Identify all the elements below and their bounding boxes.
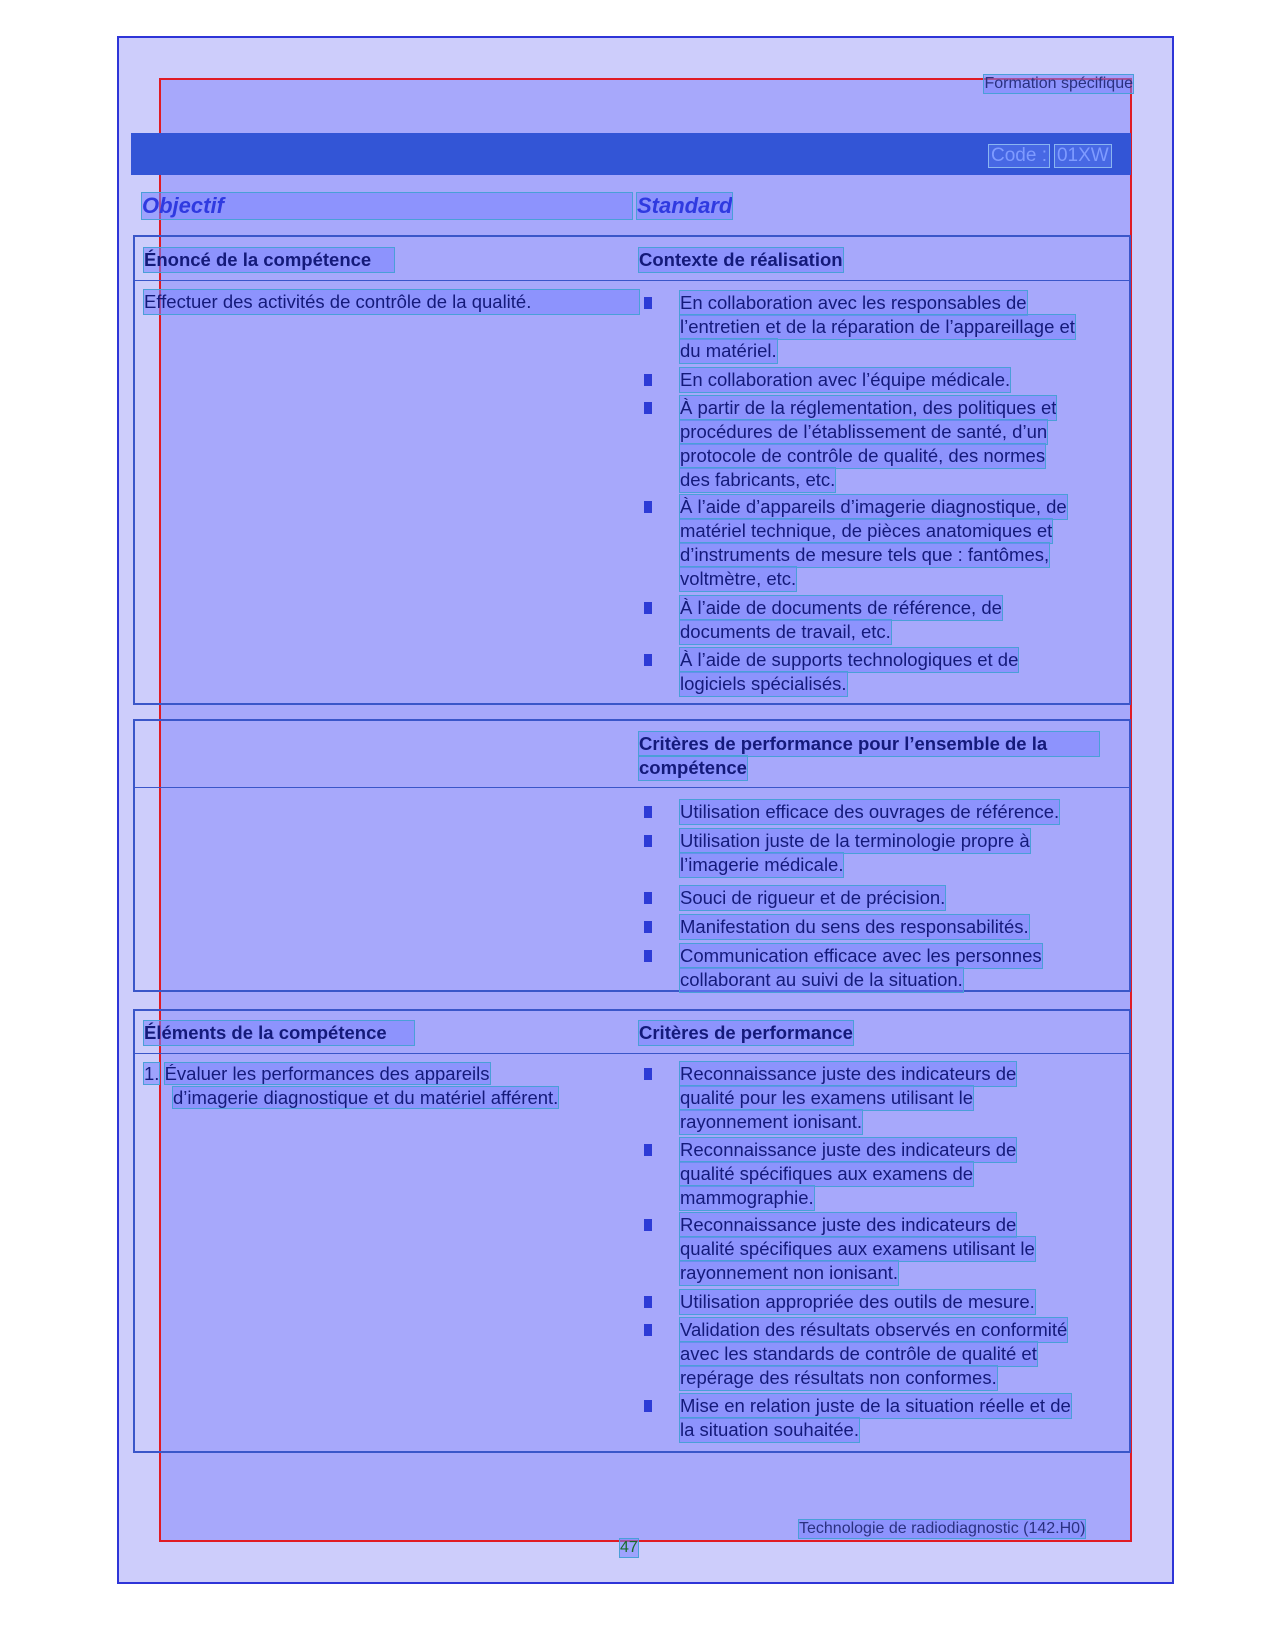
list-item-line: À l’aide d’appareils d’imagerie diagnostique, de <box>680 496 1067 517</box>
bullet-icon <box>644 1324 652 1336</box>
list-item <box>680 1394 1120 1442</box>
header-rule <box>135 280 1129 281</box>
element-item <box>144 1062 644 1110</box>
list-item-line: Utilisation appropriée des outils de mesure. <box>680 1291 1035 1312</box>
list-item-line: repérage des résultats non conformes. <box>680 1367 997 1388</box>
list-item-line: documents de travail, etc. <box>680 621 891 642</box>
list-item-line: rayonnement non ionisant. <box>680 1262 899 1283</box>
element-line1: Évaluer les performances des appareils <box>164 1063 490 1084</box>
bullet-icon <box>644 402 652 414</box>
enonce-heading: Énoncé de la compétence <box>144 248 394 272</box>
list-item-line: Reconnaissance juste des indicateurs de <box>680 1063 1017 1084</box>
list-item-line: Mise en relation juste de la situation réelle et de <box>680 1395 1071 1416</box>
list-item-line: qualité spécifiques aux examens de <box>680 1163 974 1184</box>
list-item-line: Utilisation efficace des ouvrages de référence. <box>680 801 1060 822</box>
program-footer: Technologie de radiodiagnostic (142.H0) <box>799 1520 1086 1537</box>
list-item-line: l’imagerie médicale. <box>680 854 844 875</box>
list-item <box>680 291 1120 363</box>
list-item-line: du matériel. <box>680 340 777 361</box>
list-item-line: Communication efficace avec les personnes <box>680 945 1042 966</box>
competence-statement: Effectuer des activités de contrôle de la qualité. <box>144 290 639 314</box>
bullet-icon <box>644 835 652 847</box>
list-item-line: voltmètre, etc. <box>680 568 797 589</box>
list-item-line: Manifestation du sens des responsabilités. <box>680 916 1029 937</box>
list-item <box>680 495 1120 591</box>
list-item-line: Utilisation juste de la terminologie propre à <box>680 830 1030 851</box>
list-item-line: À partir de la réglementation, des politiques et <box>680 397 1057 418</box>
list-item <box>680 829 1120 877</box>
list-item <box>680 596 1120 644</box>
bullet-icon <box>644 1144 652 1156</box>
bullet-icon <box>644 1068 652 1080</box>
list-item-line: matériel technique, de pièces anatomiques et <box>680 520 1053 541</box>
contexte-heading: Contexte de réalisation <box>639 249 843 270</box>
bullet-icon <box>644 921 652 933</box>
page-number: 47 <box>620 1539 638 1556</box>
bullet-icon <box>644 374 652 386</box>
list-item-line: À l’aide de supports technologiques et de <box>680 649 1019 670</box>
elements-heading: Éléments de la compétence <box>144 1021 414 1045</box>
bullet-icon <box>644 602 652 614</box>
bullet-icon <box>644 501 652 513</box>
list-item-line: Reconnaissance juste des indicateurs de <box>680 1214 1017 1235</box>
list-item <box>680 800 1120 824</box>
criteres-ensemble-heading <box>639 732 1099 780</box>
course-code <box>989 145 1111 167</box>
list-item-line: avec les standards de contrôle de qualité et <box>680 1343 1037 1364</box>
criteres-ensemble-heading-line2: compétence <box>639 757 747 778</box>
list-item-line: protocole de contrôle de qualité, des normes <box>680 445 1046 466</box>
list-item <box>680 368 1120 392</box>
bullet-icon <box>644 297 652 309</box>
list-item-line: qualité pour les examens utilisant le <box>680 1087 974 1108</box>
bullet-icon <box>644 1400 652 1412</box>
criteres-heading: Critères de performance <box>639 1022 853 1043</box>
bullet-icon <box>644 950 652 962</box>
list-item <box>680 1318 1120 1390</box>
list-item-line: Validation des résultats observés en conformité <box>680 1319 1068 1340</box>
bullet-icon <box>644 892 652 904</box>
course-type-label: Formation spécifique <box>984 75 1133 92</box>
bullet-icon <box>644 1296 652 1308</box>
list-item-line: En collaboration avec l’équipe médicale. <box>680 369 1011 390</box>
list-item-line: procédures de l’établissement de santé, d’un <box>680 421 1048 442</box>
list-item <box>680 915 1120 939</box>
list-item-line: rayonnement ionisant. <box>680 1111 863 1132</box>
header-rule <box>135 1053 1129 1054</box>
code-value: 01XW <box>1056 145 1109 166</box>
list-item-line: la situation souhaitée. <box>680 1419 859 1440</box>
bullet-icon <box>644 806 652 818</box>
bullet-icon <box>644 654 652 666</box>
list-item <box>680 1213 1120 1285</box>
list-item-line: En collaboration avec les responsables de <box>680 292 1027 313</box>
list-item-line: l’entretien et de la réparation de l’appareillage et <box>680 316 1075 337</box>
list-item <box>680 648 1120 696</box>
list-item-line: mammographie. <box>680 1187 814 1208</box>
criteres-ensemble-heading-line1: Critères de performance pour l’ensemble de la <box>639 732 1099 756</box>
standard-title: Standard <box>637 193 733 218</box>
list-item-line: logiciels spécialisés. <box>680 673 847 694</box>
list-item-line: Reconnaissance juste des indicateurs de <box>680 1139 1017 1160</box>
list-item-line: À l’aide de documents de référence, de <box>680 597 1002 618</box>
list-item <box>680 1138 1120 1210</box>
code-label: Code : <box>991 145 1047 166</box>
element-line2: d’imagerie diagnostique et du matériel afférent. <box>173 1087 559 1108</box>
element-number: 1. <box>144 1063 160 1084</box>
list-item-line: d’instruments de mesure tels que : fantômes, <box>680 544 1050 565</box>
list-item <box>680 1290 1120 1314</box>
list-item-line: des fabricants, etc. <box>680 469 836 490</box>
list-item <box>680 1062 1120 1134</box>
objectif-title: Objectif <box>142 193 632 219</box>
list-item-line: qualité spécifiques aux examens utilisant le <box>680 1238 1035 1259</box>
list-item <box>680 396 1120 492</box>
header-rule <box>135 787 1129 788</box>
list-item <box>680 944 1120 992</box>
list-item-line: Souci de rigueur et de précision. <box>680 887 946 908</box>
code-band <box>131 133 1131 175</box>
bullet-icon <box>644 1219 652 1231</box>
list-item <box>680 886 1120 910</box>
list-item-line: collaborant au suivi de la situation. <box>680 969 963 990</box>
